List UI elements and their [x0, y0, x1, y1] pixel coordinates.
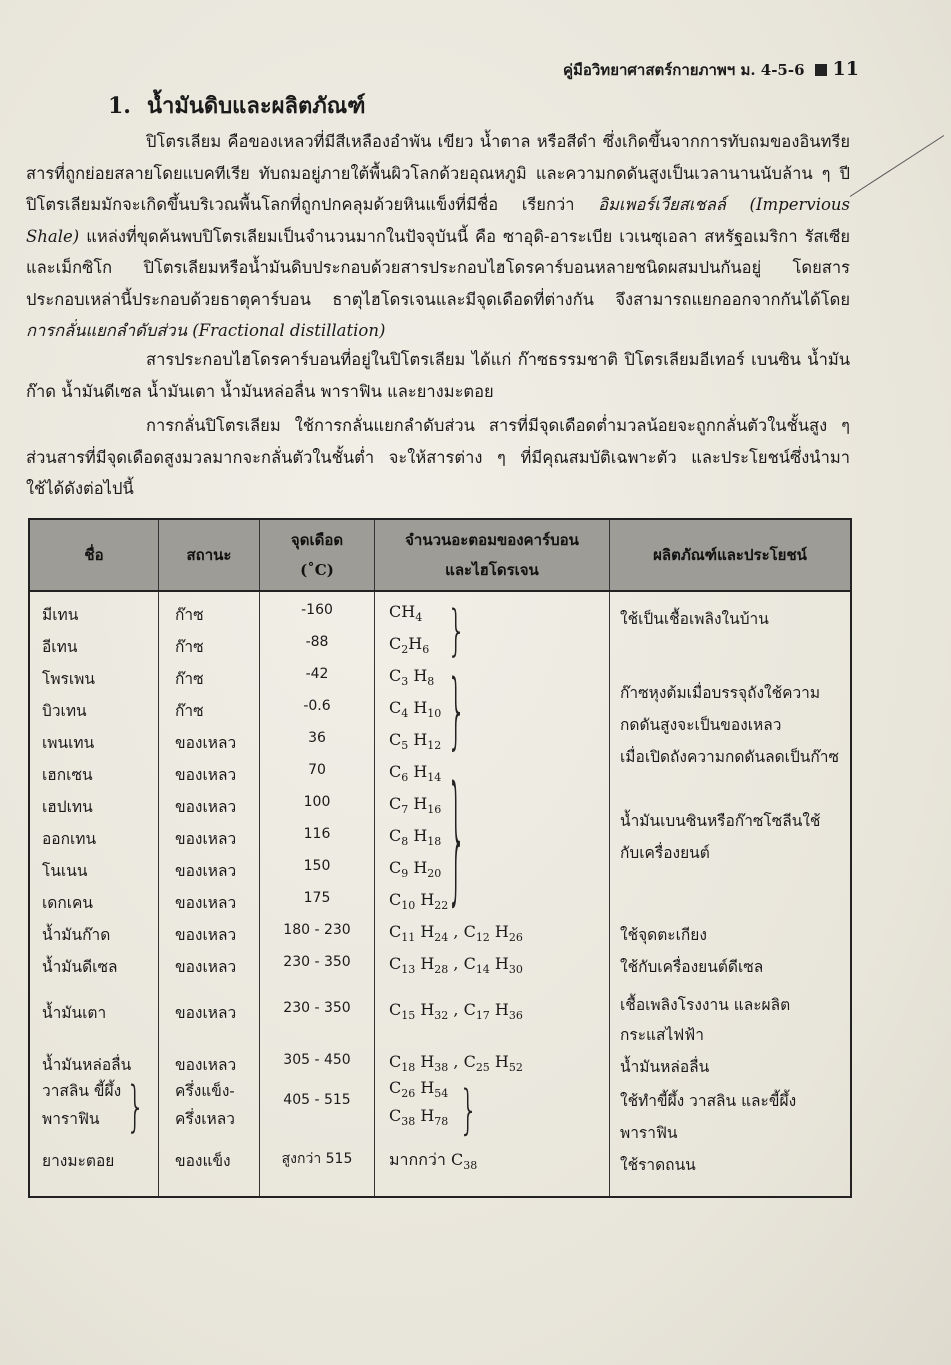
use-text: เมื่อเปิดถังความกดดันลดเป็นก๊าซ — [620, 748, 839, 766]
row-boiling-point: 405 - 515 — [283, 1092, 351, 1108]
row-boiling-point: 230 - 350 — [283, 1000, 351, 1016]
row-formula: $C_{18}$ $H_{38}$ , $C_{25}$ $H_{52}$ — [389, 1052, 523, 1075]
row-boiling-point: 100 — [303, 794, 331, 810]
use-text: ใช้เป็นเชื้อเพลิงในบ้าน — [620, 610, 769, 628]
row-name: บิวเทน — [42, 702, 87, 720]
row-formula: $C_5$ $H_{12}$ — [389, 730, 442, 753]
row-name: โนเนน — [42, 862, 88, 880]
paragraph-2 — [26, 344, 850, 407]
row-boiling-point: -42 — [305, 666, 329, 682]
row-name: เพนเทน — [42, 734, 95, 752]
row-formula: $C_6$ $H_{14}$ — [389, 762, 442, 785]
row-state: ก๊าซ — [175, 606, 204, 624]
row-state: ของเหลว — [175, 1056, 237, 1074]
row-formula: $C_{38}$ $H_{78}$ — [389, 1106, 449, 1129]
use-text: กดดันสูงจะเป็นของเหลว — [620, 716, 782, 734]
row-name: เฮปเทน — [42, 798, 93, 816]
row-state: ก๊าซ — [175, 670, 204, 688]
row-formula: $C_{26}$ $H_{54}$ — [389, 1078, 449, 1101]
row-state: ของเหลว — [175, 926, 237, 944]
use-text: ใช้กับเครื่องยนต์ดีเซล — [620, 958, 764, 976]
paragraph-1 — [26, 126, 850, 347]
paragraph-1-text-a: ปิโตรเลียม คือของเหลวที่มีสีเหลืองอำพัน เขียว น้ำตาล หรือสีดำ ซึ่งเกิดขึ้นจากการทับถมของอินทรียสารที่ถูกย่อยสลายโดยแบคทีเรีย ทับถมอยู่ภายใต้พื้นผิวโลกด้วยอุณหภูมิ และความกดดันสูงเป็นเวลานานนับล้าน ๆ ปี ปิโตรเลียมมักจะเกิดขึ้นบริเวณพื้นโลกที่ถูกปกคลุมด้วยหินแข็งที่มีชื่อ เรียกว่า — [26, 132, 850, 214]
row-boiling-point: 305 - 450 — [283, 1052, 351, 1068]
row-boiling-point: -160 — [301, 602, 333, 618]
paragraph-3-text: การกลั่นปิโตรเลียม ใช้การกลั่นแยกลำดับส่วน สารที่มีจุดเดือดต่ำมวลน้อยจะถูกกลั่นตัวในชั้นสูง ๆ ส่วนสารที่มีจุดเดือดสูงมวลมากจะกลั่นตัวในชั้นต่ำ จะให้สารต่าง ๆ ที่มีคุณสมบัติเฉพาะตัว และประโยชน์ซึ่งนำมาใช้ได้ดังต่อไปนี้ — [26, 416, 850, 498]
row-formula: $C_{13}$ $H_{28}$ , $C_{14}$ $H_{30}$ — [389, 954, 523, 977]
use-text: กระแสไฟฟ้า — [620, 1026, 704, 1044]
row-state: ครึ่งแข็ง- — [175, 1082, 235, 1100]
row-boiling-point: 36 — [308, 730, 326, 746]
row-state: ของเหลว — [175, 862, 237, 880]
term-fractional-distillation: การกลั่นแยกลำดับส่วน (Fractional distillation) — [26, 321, 386, 340]
table-header-row — [30, 520, 850, 591]
use-text: เชื้อเพลิงโรงงาน และผลิต — [620, 996, 791, 1014]
row-formula: มากกว่า $C_{38}$ — [389, 1150, 478, 1173]
row-name: พาราฟิน — [42, 1110, 100, 1128]
row-name: ยางมะตอย — [42, 1152, 115, 1170]
row-state: ของแข็ง — [175, 1152, 231, 1170]
row-formula: $C_4$ $H_{10}$ — [389, 698, 442, 721]
row-formula: $C_8$ $H_{18}$ — [389, 826, 442, 849]
brace-icon: } — [447, 664, 467, 761]
row-formula: $C_7$ $H_{16}$ — [389, 794, 442, 817]
use-text: พาราฟิน — [620, 1124, 678, 1142]
pen-mark — [850, 135, 944, 197]
row-name: วาสลิน ขี้ผึ้ง — [42, 1082, 122, 1100]
use-text: ใช้ทำขี้ผึ้ง วาสลิน และขี้ผึ้ง — [620, 1092, 797, 1110]
column-boiling-point — [260, 591, 375, 1196]
row-boiling-point: -88 — [305, 634, 329, 650]
row-state: ของเหลว — [175, 798, 237, 816]
row-name: เฮกเซน — [42, 766, 93, 784]
row-state: ของเหลว — [175, 1004, 237, 1022]
row-state: ก๊าซ — [175, 702, 204, 720]
petroleum-products-table — [28, 518, 852, 1198]
use-text: กับเครื่องยนต์ — [620, 844, 710, 862]
row-state: ของเหลว — [175, 894, 237, 912]
use-text: ใช้ราดถนน — [620, 1156, 696, 1174]
row-state: ของเหลว — [175, 734, 237, 752]
row-name: น้ำมันเตา — [42, 1004, 107, 1022]
column-uses — [610, 591, 851, 1196]
row-name: อีเทน — [42, 638, 78, 656]
header-name: ชื่อ — [30, 520, 159, 591]
row-name: โพรเพน — [42, 670, 95, 688]
row-boiling-point: -0.6 — [303, 698, 331, 714]
column-state — [159, 591, 260, 1196]
row-name: มีเทน — [42, 606, 79, 624]
row-formula: $CH_4$ — [389, 602, 423, 625]
use-text: ใช้จุดตะเกียง — [620, 926, 707, 944]
use-text: น้ำมันหล่อลื่น — [620, 1058, 710, 1076]
row-state: ของเหลว — [175, 830, 237, 848]
running-header — [563, 58, 859, 82]
header-state: สถานะ — [159, 520, 260, 591]
row-name: เดกเคน — [42, 894, 94, 912]
header-boiling-point: จุดเดือด (˚C) — [260, 520, 375, 591]
square-bullet-icon — [815, 64, 827, 76]
row-name: ออกเทน — [42, 830, 97, 848]
brace-icon: } — [126, 1076, 146, 1140]
brace-icon: } — [459, 1080, 479, 1142]
row-boiling-point: 150 — [303, 858, 331, 874]
page-number: 11 — [832, 58, 859, 80]
section-heading — [108, 88, 365, 123]
row-boiling-point: สูงกว่า 515 — [281, 1151, 353, 1167]
row-formula: $C_3$ $H_8$ — [389, 666, 435, 689]
row-boiling-point: 70 — [308, 762, 326, 778]
row-boiling-point: 116 — [303, 826, 331, 842]
brace-icon: } — [447, 760, 467, 923]
paragraph-2-text: สารประกอบไฮโดรคาร์บอนที่อยู่ในปิโตรเลียม ได้แก่ ก๊าซธรรมชาติ ปิโตรเลียมอีเทอร์ เบนซิน น้ำมันก๊าด น้ำมันดีเซล น้ำมันเตา น้ำมันหล่อลื่น พาราฟิน และยางมะตอย — [26, 350, 850, 401]
row-state: ก๊าซ — [175, 638, 204, 656]
book-title: คู่มือวิทยาศาสตร์กายภาพฯ ม. 4-5-6 — [562, 61, 805, 79]
header-products-uses: ผลิตภัณฑ์และประโยชน์ — [610, 520, 851, 591]
row-formula: $C_{11}$ $H_{24}$ , $C_{12}$ $H_{26}$ — [389, 922, 523, 945]
section-title: น้ำมันดิบและผลิตภัณฑ์ — [146, 93, 366, 119]
column-formula — [375, 591, 610, 1196]
row-name: น้ำมันดีเซล — [42, 958, 118, 976]
row-name: น้ำมันก๊าด — [42, 926, 111, 944]
row-name: น้ำมันหล่อลื่น — [42, 1056, 132, 1074]
paragraph-3 — [26, 410, 850, 505]
row-boiling-point: 230 - 350 — [283, 954, 351, 970]
term-impervious-shale: อิมเพอร์เวียสเชลล์ (Impervious Shale) — [26, 195, 850, 246]
row-state: ของเหลว — [175, 766, 237, 784]
column-name — [30, 591, 159, 1196]
row-formula: $C_2H_6$ — [389, 634, 430, 657]
header-atoms: จำนวนอะตอมของคาร์บอน และไฮโดรเจน — [375, 520, 610, 591]
section-number: 1. — [108, 93, 131, 119]
use-text: น้ำมันเบนซินหรือก๊าซโซลีนใช้ — [620, 812, 821, 830]
row-state: ของเหลว — [175, 958, 237, 976]
brace-icon: } — [447, 600, 467, 664]
row-formula: $C_{15}$ $H_{32}$ , $C_{17}$ $H_{36}$ — [389, 1000, 523, 1023]
use-text: ก๊าซหุงต้มเมื่อบรรจุถังใช้ความ — [620, 684, 821, 702]
row-formula: $C_{10}$ $H_{22}$ — [389, 890, 449, 913]
paragraph-1-text-b: แหล่งที่ขุดค้นพบปิโตรเลียมเป็นจำนวนมากในปัจจุบันนี้ คือ ซาอุดิ-อาระเบีย เวเนซุเอลา สหรัฐอเมริกา รัสเซีย และเม็กซิโก ปิโตรเลียมหรือน้ำมันดิบประกอบด้วยสารประกอบไฮโดรคาร์บอนหลายชนิดผสมปนกันอยู่ โดยสารประกอบเหล่านี้ประกอบด้วยธาตุคาร์บอน ธาตุไฮโดรเจนและมีจุดเดือดที่ต่างกัน จึงสามารถแยกออกจากกันได้โดย — [26, 226, 851, 309]
row-boiling-point: 175 — [303, 890, 331, 906]
row-formula: $C_9$ $H_{20}$ — [389, 858, 442, 881]
row-boiling-point: 180 - 230 — [283, 922, 351, 938]
row-state: ครึ่งเหลว — [175, 1110, 235, 1128]
